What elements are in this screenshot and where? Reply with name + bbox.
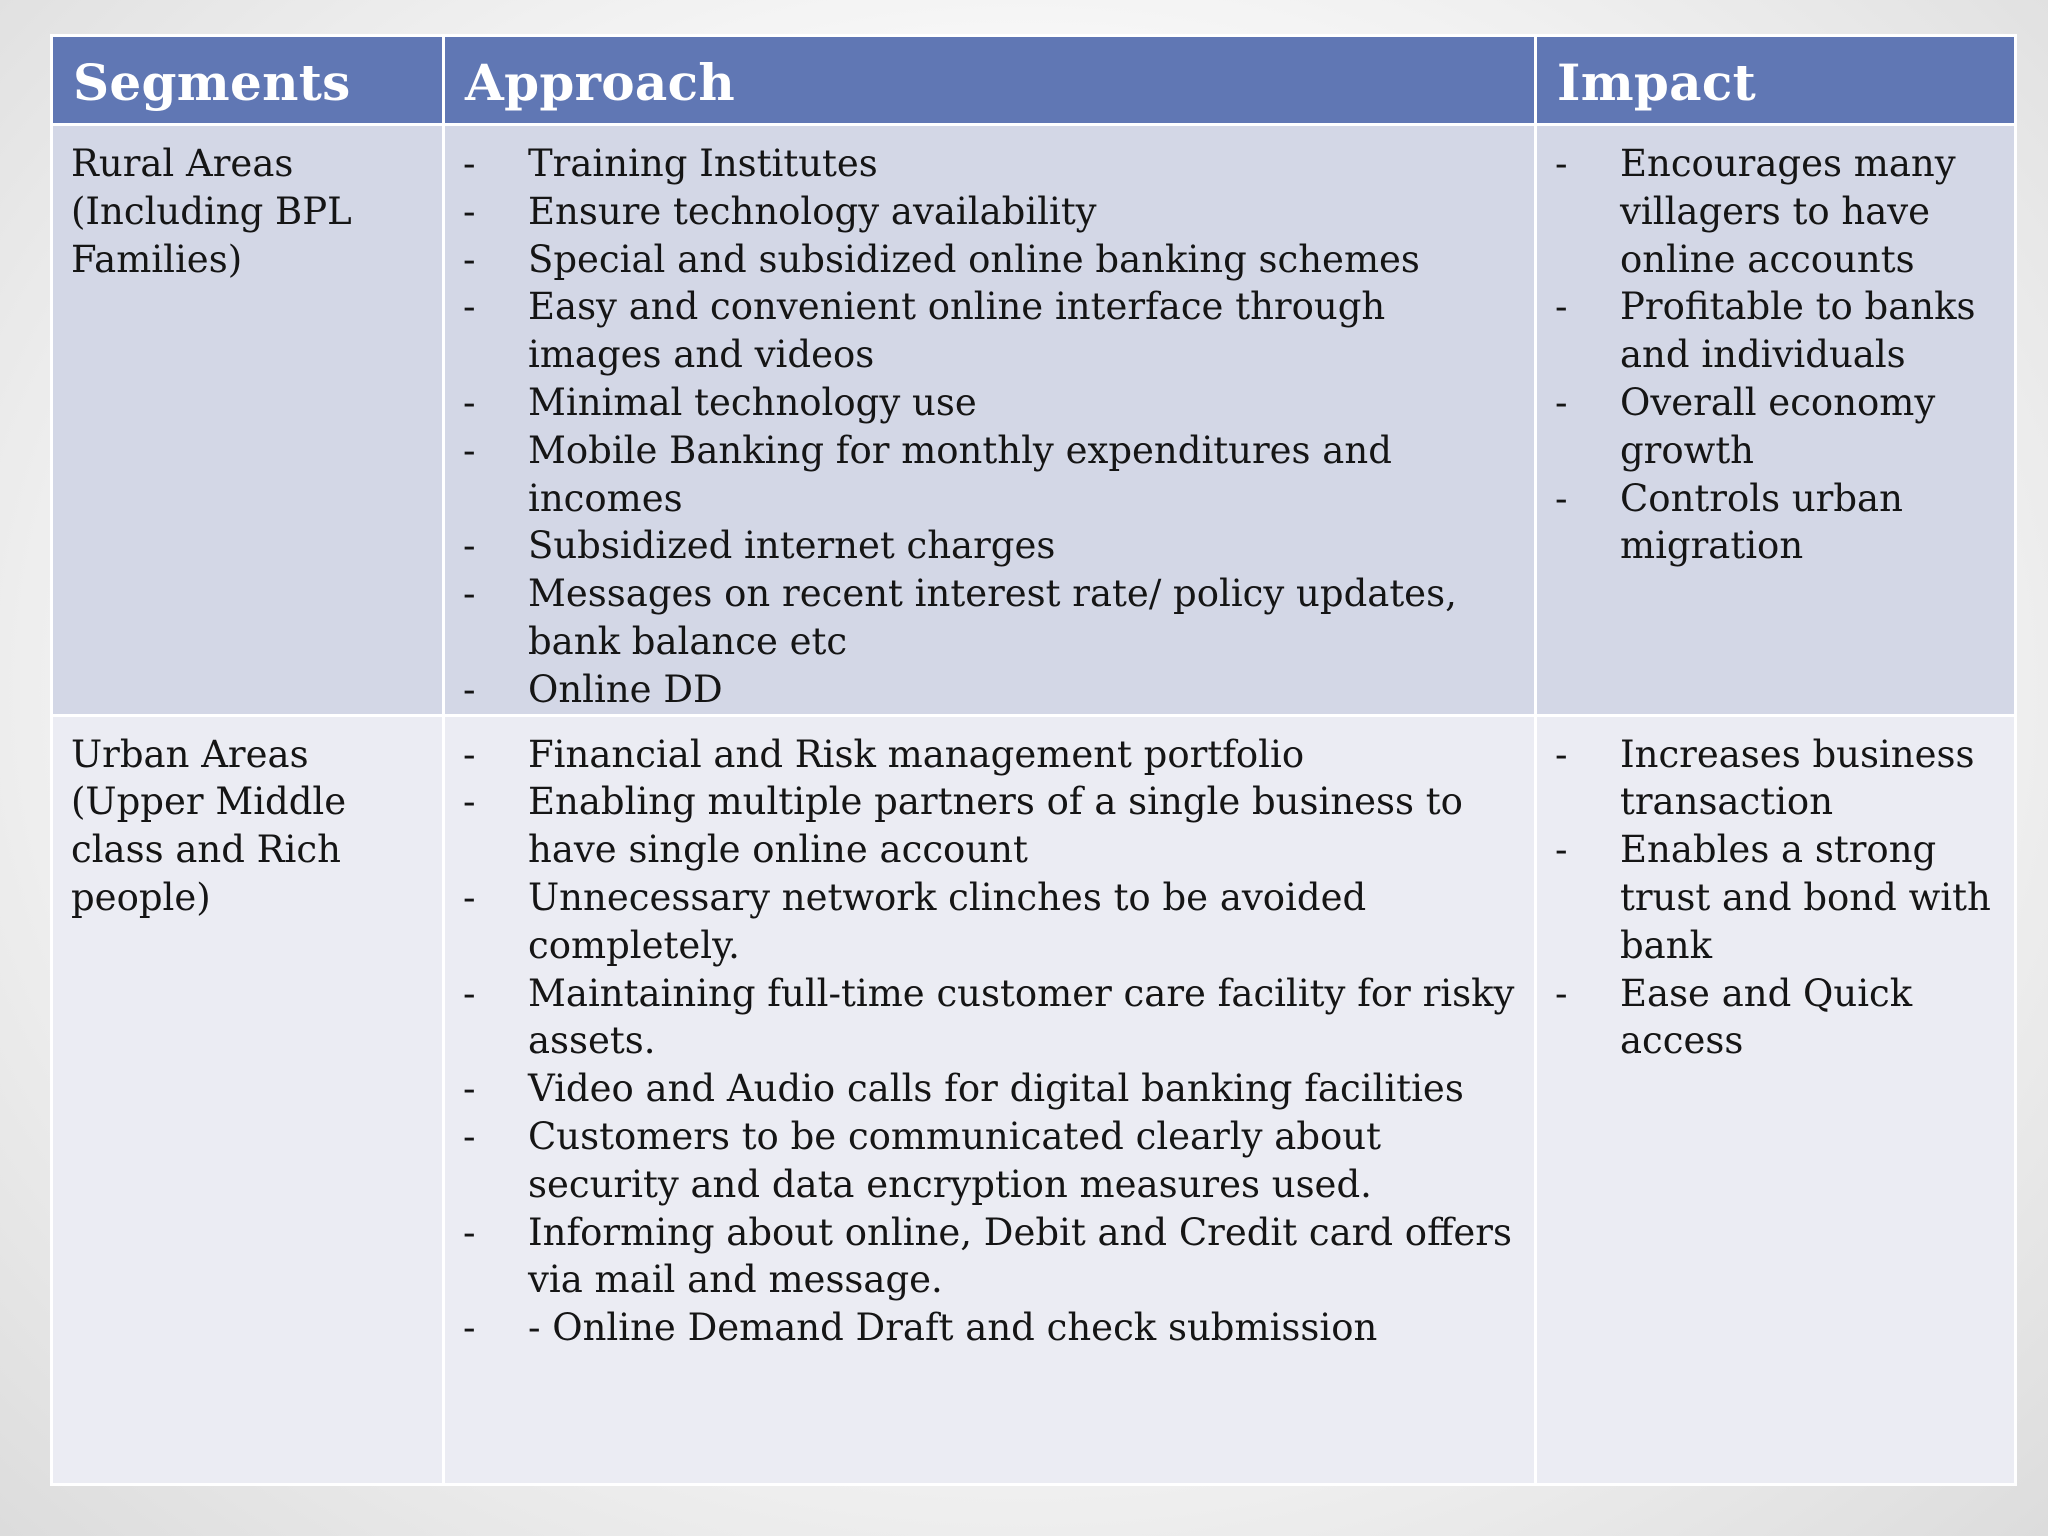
dash-bullet: - — [463, 875, 476, 919]
impact-cell — [1536, 715, 2016, 1484]
table-row-urban — [52, 715, 2016, 1484]
dash-bullet: - — [463, 1067, 476, 1111]
segment-cell — [52, 715, 444, 1484]
segment-cell — [52, 125, 444, 716]
dash-bullet: - — [463, 428, 476, 472]
list-item — [463, 731, 1516, 779]
list-item-text: Controls urban migration — [1620, 476, 1903, 568]
list-item — [463, 666, 1516, 714]
list-item — [1555, 826, 1996, 969]
dash-bullet: - — [463, 142, 476, 185]
list-item-text: Enables a strong trust and bond with bank — [1620, 828, 1991, 967]
list-item — [1555, 379, 1996, 475]
list-item — [463, 188, 1516, 236]
list-item — [463, 874, 1516, 970]
list-item-text: Subsidized internet charges — [528, 524, 1056, 568]
dash-bullet: - — [463, 732, 476, 776]
dash-bullet: - — [1555, 971, 1568, 1015]
dash-bullet: - — [463, 572, 476, 616]
list-item-text: Ensure technology availability — [528, 189, 1097, 233]
list-item — [1555, 970, 1996, 1066]
list-item — [463, 970, 1516, 1066]
list-item — [1555, 475, 1996, 571]
list-item-text: - Online Demand Draft and check submission — [528, 1306, 1378, 1350]
dash-bullet: - — [1555, 476, 1568, 520]
dash-bullet: - — [463, 1210, 476, 1254]
list-item-text: Customers to be communicated clearly about security and data encryption measures used. — [528, 1114, 1382, 1206]
list-item-text: Messages on recent interest rate/ policy updates, bank balance etc — [528, 572, 1457, 663]
approach-cell — [444, 125, 1536, 716]
list-item-text: Overall economy growth — [1620, 380, 1936, 472]
list-item-text: Unnecessary network clinches to be avoided completely. — [528, 875, 1367, 967]
list-item-text: Encourages many villagers to have online accounts — [1620, 142, 1956, 281]
list-item — [463, 778, 1516, 874]
list-item-text: Mobile Banking for monthly expenditures and incomes — [528, 428, 1392, 520]
list-item — [1555, 283, 1996, 379]
list-item — [463, 1113, 1516, 1209]
dash-bullet: - — [1555, 732, 1568, 776]
dash-bullet: - — [463, 189, 476, 233]
dash-bullet: - — [463, 1306, 476, 1350]
list-item — [463, 522, 1516, 570]
dash-bullet: - — [1555, 285, 1568, 329]
dash-bullet: - — [463, 1114, 476, 1158]
list-item-text: Training Institutes — [528, 142, 878, 185]
segment-label: Urban Areas (Upper Middle class and Rich people) — [71, 732, 347, 919]
approach-list — [463, 140, 1516, 714]
approach-cell — [444, 715, 1536, 1484]
list-item — [1555, 140, 1996, 283]
list-item-text: Maintaining full-time customer care facility for risky assets. — [528, 971, 1515, 1063]
segment-label: Rural Areas (Including BPL Families) — [71, 142, 352, 281]
list-item — [463, 1209, 1516, 1305]
list-item — [463, 1065, 1516, 1113]
list-item — [1555, 731, 1996, 827]
list-item-text: Enabling multiple partners of a single business to have single online account — [528, 780, 1463, 872]
list-item-text: Special and subsidized online banking schemes — [528, 237, 1420, 281]
list-item-text: Informing about online, Debit and Credit card offers via mail and message. — [528, 1210, 1512, 1302]
list-item-text: Increases business transaction — [1620, 732, 1975, 824]
table-row-rural — [52, 125, 2016, 716]
list-item — [463, 236, 1516, 284]
header-row — [52, 36, 2016, 125]
dash-bullet: - — [463, 524, 476, 568]
header-impact: Impact — [1536, 36, 2016, 125]
list-item-text: Video and Audio calls for digital banking facilities — [528, 1067, 1464, 1111]
list-item — [463, 140, 1516, 188]
list-item-text: Easy and convenient online interface through images and videos — [528, 285, 1386, 377]
list-item-text: Profitable to banks and individuals — [1620, 285, 1976, 377]
list-item-text: Financial and Risk management portfolio — [528, 732, 1305, 776]
list-item-text: Minimal technology use — [528, 380, 977, 424]
dash-bullet: - — [463, 237, 476, 281]
impact-list — [1555, 731, 1996, 1066]
approach-list — [463, 731, 1516, 1352]
dash-bullet: - — [463, 667, 476, 711]
dash-bullet: - — [463, 380, 476, 424]
dash-bullet: - — [1555, 828, 1568, 872]
impact-cell — [1536, 125, 2016, 716]
impact-list — [1555, 140, 1996, 570]
header-approach: Approach — [444, 36, 1536, 125]
header-segments: Segments — [52, 36, 444, 125]
dash-bullet: - — [463, 971, 476, 1015]
list-item-text: Online DD — [528, 667, 723, 711]
list-item — [463, 283, 1516, 379]
list-item — [463, 427, 1516, 523]
dash-bullet: - — [1555, 380, 1568, 424]
list-item — [463, 570, 1516, 666]
list-item-text: Ease and Quick access — [1620, 971, 1913, 1063]
segments-table — [50, 34, 2017, 1486]
dash-bullet: - — [463, 285, 476, 329]
dash-bullet: - — [463, 780, 476, 824]
list-item — [463, 379, 1516, 427]
dash-bullet: - — [1555, 142, 1568, 185]
list-item — [463, 1304, 1516, 1352]
